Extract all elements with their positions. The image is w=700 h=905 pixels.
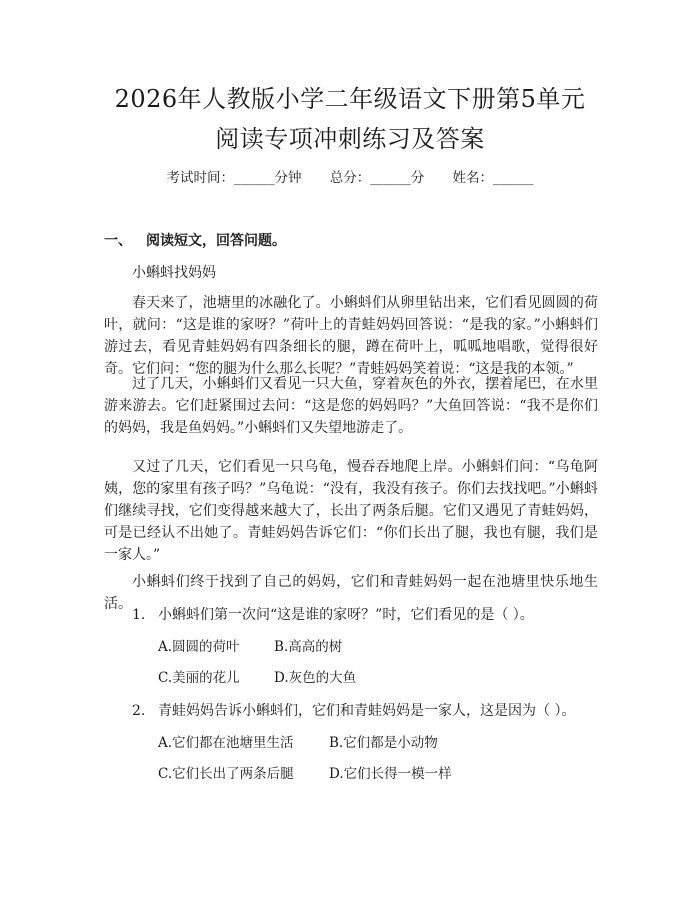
question-2 — [132, 700, 575, 722]
question-number: 2. — [132, 703, 146, 719]
student-name-field: 姓名：______ — [452, 170, 534, 186]
question-2-option-d[interactable]: D.它们长得一模一样 — [329, 766, 452, 782]
story-paragraph: 小蝌蚪们终于找到了自己的妈妈，它们和青蛙妈妈一起在池塘里快乐地生活。 — [104, 574, 598, 612]
question-2-option-c[interactable]: C.它们长出了两条后腿 — [158, 766, 294, 782]
section-heading — [104, 230, 286, 252]
question-number: 1. — [132, 607, 146, 623]
question-1-option-c[interactable]: C.美丽的花儿 — [158, 670, 240, 686]
question-1-option-b[interactable]: B.高高的树 — [274, 639, 343, 655]
question-2-option-b[interactable]: B.它们都是小动物 — [329, 735, 438, 751]
story-paragraph: 过了几天，小蝌蚪们又看见一只大鱼，穿着灰色的外衣，摆着尾巴，在水里游来游去。它们赶紧围过去问：“这是您的妈妈吗？”大鱼回答说：“我不是你们的妈妈，我是鱼妈妈。”小蝌蚪们又失望地游走了。 — [104, 376, 598, 436]
exam-time-field: 考试时间：______分钟 — [166, 170, 302, 186]
question-1-option-a[interactable]: A.圆圆的荷叶 — [158, 639, 240, 655]
story-title: 小蝌蚪找妈妈 — [132, 265, 216, 281]
exam-meta — [0, 168, 700, 188]
section-number: 一、 — [104, 233, 132, 249]
page-title-line-1: 2026年人教版小学二年级语文下册第5单元 — [114, 85, 586, 113]
question-text: 小蝌蚪们第一次问“这是谁的家呀？”时，它们看见的是（ ）。 — [158, 607, 534, 623]
section-instruction: 阅读短文，回答问题。 — [146, 233, 286, 249]
story-paragraph: 春天来了，池塘里的冰融化了。小蝌蚪们从卵里钻出来，它们看见圆圆的荷叶，就问：“这是谁的家呀？”荷叶上的青蛙妈妈回答说：“是我的家。”小蝌蚪们游过去，看见青蛙妈妈有四条细长的腿，蹲在荷叶上，呱呱地唱歌，觉得很好奇。它们问：“您的腿为什么那么长呢？”青蛙妈妈笑着说：“这是我的本领。” — [104, 295, 598, 377]
total-score-field: 总分：______分 — [329, 170, 425, 186]
question-1-option-d[interactable]: D.灰色的大鱼 — [274, 670, 357, 686]
page-title-line-2: 阅读专项冲刺练习及答案 — [215, 125, 485, 153]
question-2-option-a[interactable]: A.它们都在池塘里生活 — [158, 735, 294, 751]
question-text: 青蛙妈妈告诉小蝌蚪们，它们和青蛙妈妈是一家人，这是因为（ ）。 — [158, 703, 576, 719]
question-1 — [132, 604, 534, 626]
story-paragraph: 又过了几天，它们看见一只乌龟，慢吞吞地爬上岸。小蝌蚪们问：“乌龟阿姨，您的家里有孩子吗？”乌龟说：“没有，我没有孩子。你们去找找吧。”小蝌蚪们继续寻找，它们变得越来越大了，长出了两条后腿。它们又遇见了青蛙妈妈，可是已经认不出她了。青蛙妈妈告诉它们：“你们长出了腿，我也有腿，我们是一家人。” — [104, 459, 598, 563]
